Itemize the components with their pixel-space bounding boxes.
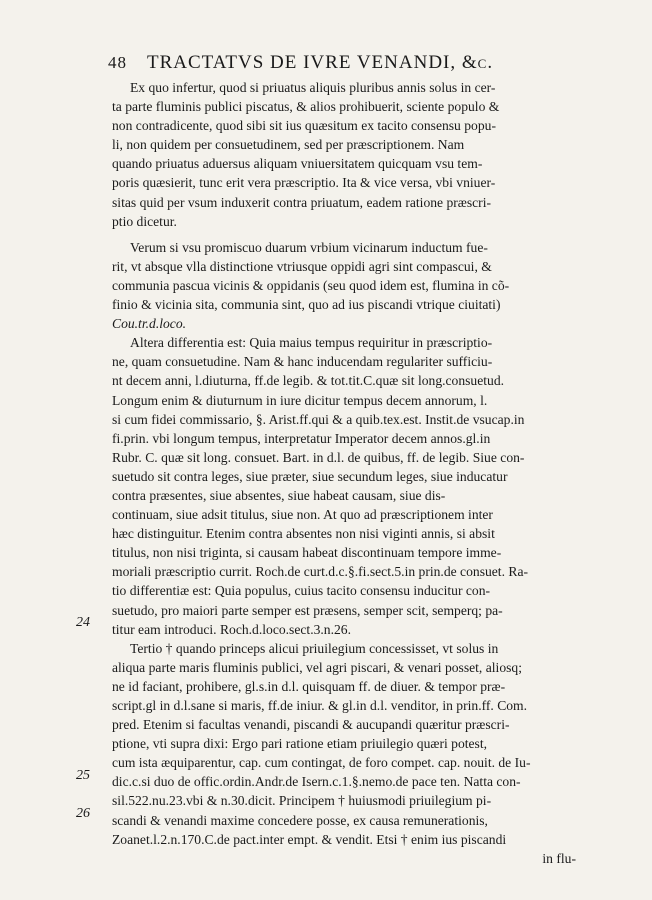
text-line: suetudo sit contra leges, siue præter, siue secundum leges, siue inducatur	[112, 468, 508, 484]
page-header	[108, 52, 578, 74]
text-line: scandi & venandi maxime concedere posse, ex causa remunerationis,	[112, 812, 488, 828]
text-line: cum ista æquiparentur, cap. cum contingat, de foro compet. cap. nouit. de Iu-	[112, 755, 531, 771]
text-line: li, non quidem per consuetudinem, sed per præscriptionem. Nam	[112, 137, 465, 153]
text-line: Altera differentia est: Quia maius tempus requiritur in præscriptio-	[130, 335, 493, 351]
text-line: Longum enim & diuturnum in iure dicitur tempus decem annorum, l.	[112, 392, 488, 408]
text-line: rit, vt absque vlla distinctione vtriusque oppidi agri sint compascui, &	[112, 258, 492, 274]
text-line: pred. Etenim si facultas venandi, piscandi & aucupandi quæritur præscri-	[112, 717, 510, 733]
text-line: ptione, vti supra dixi: Ergo pari ratione etiam priuilegio quæri potest,	[112, 736, 488, 752]
text-line: sil.522.nu.23.vbi & n.30.dicit. Principem † huiusmodi priuilegium pi-	[112, 793, 492, 809]
text-line: poris quæsierit, tunc erit vera præscriptio. Ita & vice versa, vbi vniuer-	[112, 175, 496, 191]
text-line: communia pascua vicinis & oppidanis (seu quod idem est, flumina in cõ-	[112, 277, 510, 293]
text-line: continuam, siue adsit titulus, siue non. At quo ad præscriptionem inter	[112, 507, 493, 523]
text-line: si cum fidei commissario, §. Arist.ff.qui & a quib.tex.est. Instit.de vsucap.in	[112, 411, 525, 427]
text-line: Verum si vsu promiscuo duarum vrbium vicinarum inductum fue-	[130, 239, 488, 255]
text-line: moriali præscriptio currit. Roch.de curt.d.c.§.fi.sect.5.in prin.de consuet. Ra-	[112, 564, 529, 580]
margin-note-26: 26	[76, 806, 90, 821]
text-line: titulus, non nisi triginta, si causam habeat discontinuam tempore imme-	[112, 545, 502, 561]
body-text	[112, 78, 576, 868]
text-line: Tertio † quando princeps alicui priuilegium concessisset, vt solus in	[130, 640, 499, 656]
running-title: TRACTATVS DE IVRE VENANDI, &c.	[147, 52, 494, 73]
text-line: Ex quo infertur, quod si priuatus aliquis pluribus annis solus in cer-	[130, 80, 496, 95]
text-line: hæc distinguitur. Etenim contra absentes non nisi viginti annis, si absit	[112, 526, 495, 542]
text-line: contra præsentes, siue absentes, siue habeat causam, siue dis-	[112, 487, 446, 503]
text-line: Rubr. C. quæ sit long. consuet. Bart. in d.l. de quibus, ff. de legib. Siue con-	[112, 449, 525, 465]
text-line: Cou.tr.d.loco.	[112, 316, 187, 332]
text-line: script.gl in d.l.sane si maris, ff.de iniur. & gl.in d.l. venditor, in prin.ff. Com.	[112, 698, 528, 713]
text-line: aliqua parte maris fluminis publici, vel agri piscari, & venari posset, aliosq;	[112, 659, 522, 675]
text-line: sitas quid per vsum induxerit contra priuatum, eadem ratione præscri-	[112, 194, 492, 210]
text-line: ne, quam consuetudine. Nam & hanc inducendam regulariter sufficiu-	[112, 354, 493, 370]
text-line: ta parte fluminis publici piscatus, & alios prohibuerit, sciente populo &	[112, 99, 500, 115]
text-line: non contradicente, quod sibi sit ius quæsitum ex tacito consensu popu-	[112, 118, 496, 134]
margin-note-25: 25	[76, 768, 90, 783]
text-line: quando priuatus aduersus aliquam vniuersitatem quicquam vsu tem-	[112, 156, 483, 172]
text-line: ne id faciant, prohibere, gl.s.in d.l. quisquam ff. de diuer. & tempor præ-	[112, 678, 506, 694]
page-number: 48	[108, 53, 127, 72]
margin-note-24: 24	[76, 615, 90, 630]
text-line: ptio dicetur.	[112, 213, 177, 229]
catchword: in flu-	[542, 850, 576, 866]
text-line: finio & vicinia sita, communia sint, quo ad ius piscandi vtrique ciuitati)	[112, 297, 501, 313]
text-line: nt decem anni, l.diuturna, ff.de legib. & tot.tit.C.quæ sit long.consuetud.	[112, 373, 505, 389]
text-line: titur eam introduci. Roch.d.loco.sect.3.n.26.	[112, 621, 351, 637]
text-line: dic.c.si duo de offic.ordin.Andr.de Isern.c.1.§.nemo.de pace ten. Natta con-	[112, 774, 521, 790]
text-line: suetudo, pro maiori parte semper est præsens, semper scit, semperq; pa-	[112, 602, 503, 618]
text-line: fi.prin. vbi longum tempus, interpretatur Imperator decem annos.gl.in	[112, 430, 491, 446]
text-line: Zoanet.l.2.n.170.C.de pact.inter empt. & vendit. Etsi † enim ius piscandi	[112, 831, 507, 847]
text-line: tio differentiæ est: Quia populus, cuius tacito consensu inducitur con-	[112, 583, 491, 599]
